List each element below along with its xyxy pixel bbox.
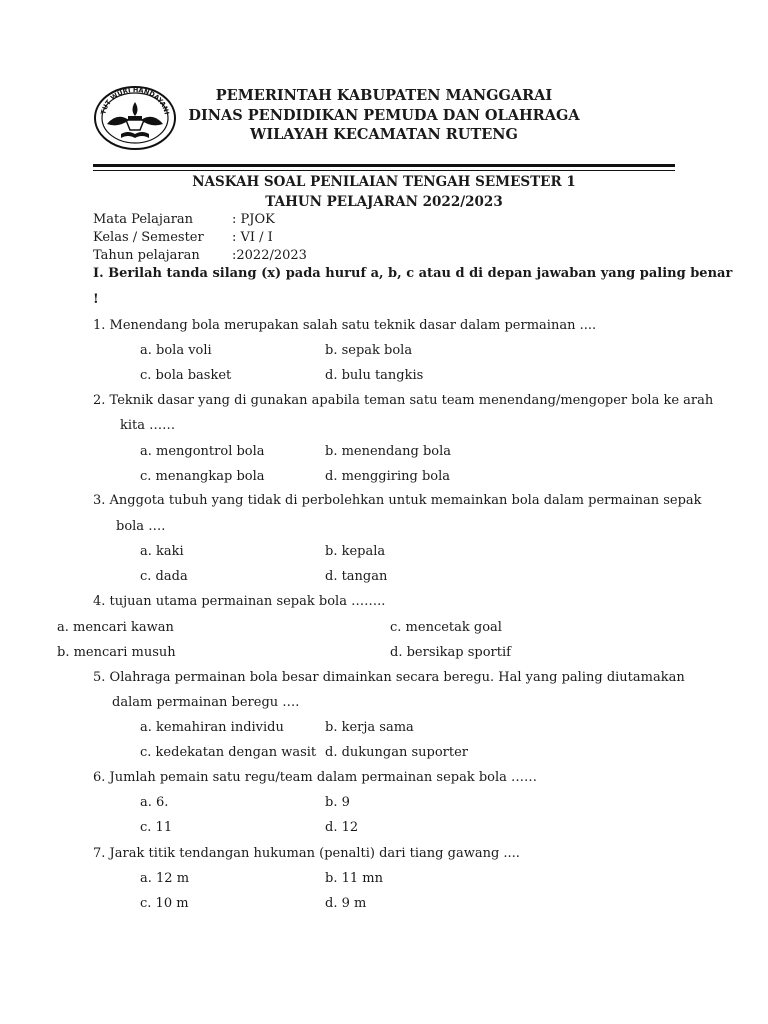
title-line-1: NASKAH SOAL PENILAIAN TENGAH SEMESTER 1 [192,174,576,190]
question-7-text: 7. Jarak titik tendangan hukuman (penalti) dari tiang gawang .... [93,846,520,861]
question-3-option-d: d. tangan [325,569,388,584]
question-6-option-c: c. 11 [140,820,173,835]
question-1-option-b: b. sepak bola [325,343,413,358]
instruction-line-1: I. Berilah tanda silang (x) pada huruf a, b, c atau d di depan jawaban yang paling benar [93,266,733,281]
question-6-text: 6. Jumlah pemain satu regu/team dalam permainan sepak bola …… [93,770,538,785]
question-4-option-c: c. mencetak goal [390,620,502,635]
question-6-option-a: a. 6. [140,795,169,810]
question-3-text-cont: bola …. [116,519,166,534]
instruction-line-2: ! [93,292,99,307]
info-label-class: Kelas / Semester [93,230,204,245]
question-6-option-d: d. 12 [325,820,359,835]
header-line-1: PEMERINTAH KABUPATEN MANGGARAI [215,87,553,104]
question-4-option-a: a. mencari kawan [57,620,174,635]
question-3-option-b: b. kepala [325,544,386,559]
header-divider-thin [93,170,675,171]
question-3-text: 3. Anggota tubuh yang tidak di perbolehkan untuk memainkan bola dalam permainan sepak [93,493,702,508]
info-label-subject: Mata Pelajaran [93,212,194,227]
question-1-option-d: d. bulu tangkis [325,368,424,383]
info-label-year: Tahun pelajaran [93,248,200,263]
question-5-option-d: d. dukungan suporter [325,745,469,760]
question-2-option-a: a. mengontrol bola [140,444,265,459]
question-5-text-cont: dalam permainan beregu …. [112,695,300,710]
header-divider-thick [93,164,675,167]
logo-text: TUT WURI HANDAYANI [99,85,171,116]
question-4-text: 4. tujuan utama permainan sepak bola …….. [93,594,386,609]
question-4-option-b: b. mencari musuh [57,645,176,660]
question-2-text: 2. Teknik dasar yang di gunakan apabila teman satu team menendang/mengoper bola ke arah [93,393,714,408]
question-3-option-c: c. dada [140,569,188,584]
title-line-2: TAHUN PELAJARAN 2022/2023 [265,194,503,210]
question-7-option-c: c. 10 m [140,896,189,911]
question-2-option-d: d. menggiring bola [325,469,451,484]
header-line-3: WILAYAH KECAMATAN RUTENG [250,126,518,143]
info-value-subject: : PJOK [232,212,275,227]
question-5-text: 5. Olahraga permainan bola besar dimainkan secara beregu. Hal yang paling diutamakan [93,670,685,685]
question-3-option-a: a. kaki [140,544,184,559]
question-1-option-c: c. bola basket [140,368,232,383]
question-5-option-c: c. kedekatan dengan wasit [140,745,317,760]
info-value-year: :2022/2023 [232,248,307,263]
question-7-option-d: d. 9 m [325,896,367,911]
tut-wuri-handayani-emblem-icon [93,84,177,150]
question-1-option-a: a. bola voli [140,343,212,358]
question-7-option-b: b. 11 mn [325,871,383,886]
question-2-option-c: c. menangkap bola [140,469,265,484]
question-2-text-cont: kita …… [120,418,176,433]
question-5-option-b: b. kerja sama [325,720,414,735]
question-2-option-b: b. menendang bola [325,444,452,459]
question-1-text: 1. Menendang bola merupakan salah satu teknik dasar dalam permainan .... [93,318,597,333]
info-value-class: : VI / I [232,230,273,245]
header-line-2: DINAS PENDIDIKAN PEMUDA DAN OLAHRAGA [188,107,580,124]
question-7-option-a: a. 12 m [140,871,190,886]
question-5-option-a: a. kemahiran individu [140,720,284,735]
question-4-option-d: d. bersikap sportif [390,645,511,660]
question-6-option-b: b. 9 [325,795,350,810]
